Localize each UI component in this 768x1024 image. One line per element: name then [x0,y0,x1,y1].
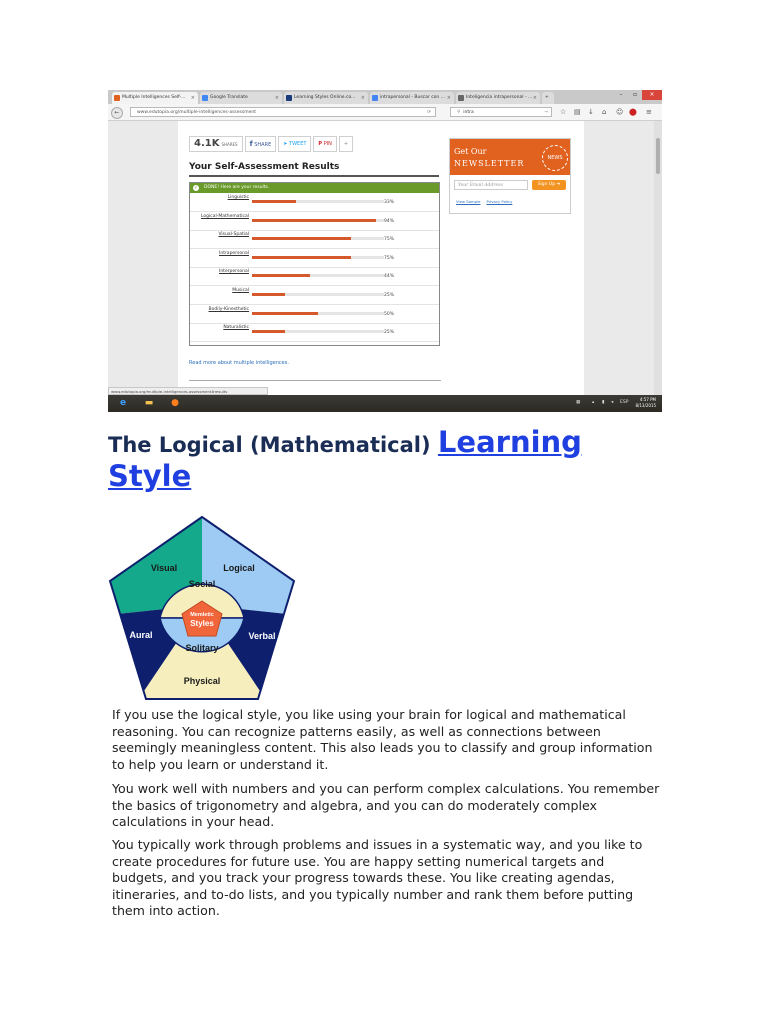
result-row [190,230,439,249]
bar-track [252,237,384,240]
result-row [190,193,439,212]
language-indicator[interactable]: ESP [620,400,629,405]
twitter-bird-icon: ➤ [283,141,288,147]
close-window-icon[interactable]: × [642,90,662,100]
network-icon[interactable]: ▮ [602,400,605,405]
value-label: 25% [384,330,395,336]
value-label: 94% [384,218,395,224]
google-favicon-icon [202,95,208,101]
close-tab-icon[interactable]: × [446,95,451,101]
learning-style-link[interactable]: Learning Style [108,425,582,493]
bar [252,256,351,259]
visual-label: Visual [150,563,178,573]
close-tab-icon[interactable]: × [190,95,195,101]
paragraph-logical-style: If you use the logical style, you like using your brain for logical and mathematical reasoning. You can recognize patterns easily, as well as connections between seemingly meaningless content. This also leads you to classify and group information to help you learn or understand it. [112,707,653,772]
download-icon[interactable]: ↓ [588,108,594,116]
tab-learning-styles[interactable] [284,92,368,104]
clock-date: 8/13/2015 [635,403,656,408]
search-value: intra [463,110,474,115]
category-label[interactable]: Interpersonal [219,269,249,275]
facebook-share-label: SHARE [254,142,272,148]
tab-bar [108,90,662,104]
bar-track [252,312,384,315]
result-row [190,267,439,286]
close-tab-icon[interactable]: × [360,95,365,101]
minimize-icon[interactable]: – [619,91,623,98]
bar [252,274,310,277]
newsletter-header [450,139,570,175]
search-icon: ⚲ [457,110,461,115]
solitary-label: Solitary [185,643,219,653]
bar-track [252,330,384,333]
results-panel [189,182,440,346]
result-row [190,323,439,342]
tab-multiple-intelligences[interactable] [112,92,198,104]
category-label[interactable]: Bodily-Kinesthetic [208,306,249,312]
results-bar-chart [190,193,439,343]
result-row [190,212,439,231]
search-box[interactable] [450,107,552,117]
category-label[interactable]: Musical [232,288,249,293]
paragraph-procedures: You typically work through problems and issues in a systematic way, and you like to create procedures for future use. You are happy setting numerical targets and budgets, and you track your progress towards these. You like creating agendas, itineraries, and to-do lists, and you typically number and rank them before putting them into action. [112,837,643,919]
keyboard-icon[interactable]: ▦ [576,400,581,405]
tray-expand-icon[interactable]: ▴ [592,400,595,405]
url-text: www.edutopia.org/multiple-intelligences-assessment [137,110,256,115]
category-label[interactable]: Naturalistic [223,325,249,331]
close-tab-icon[interactable]: × [274,95,279,101]
facebook-icon: f [249,140,253,148]
logical-label: Logical [223,563,255,573]
new-tab-button[interactable]: + [542,92,554,104]
status-url: www.edutopia.org/multiple-intelligences-assessment#results [108,387,268,395]
firefox-icon[interactable]: ● [171,398,179,408]
value-label: 25% [384,293,395,298]
bar-track [252,256,384,259]
assessment-title: Your Self-Assessment Results [189,162,340,172]
learning-styles-favicon-icon [286,95,292,101]
social-label: Social [188,579,216,589]
tab-intrapersonal-search[interactable] [370,92,454,104]
read-more-divider [189,380,441,381]
tab-inteligencia-intrapersonal[interactable] [456,92,540,104]
menu-icon[interactable]: ≡ [646,108,652,116]
address-bar[interactable] [130,107,436,117]
bar [252,237,351,240]
category-label[interactable]: Visual-Spatial [218,232,249,238]
newsletter-links [456,199,518,204]
newsletter-line2: NEWSLETTER [454,159,525,168]
bar [252,312,318,315]
close-tab-icon[interactable]: × [532,95,537,101]
bar-track [252,219,384,222]
share-count-value: 4.1K [194,138,220,149]
bar [252,200,296,203]
newsletter-line1: Get Our [454,147,487,156]
category-label[interactable]: Linguistic [227,195,249,200]
bar [252,293,285,296]
value-label: 75% [384,255,395,261]
value-label: 33% [384,200,395,205]
bar [252,219,376,222]
twitter-share-button[interactable] [278,136,311,152]
bar [252,330,285,333]
tab-label: Inteligencia intrapersonal - ... [466,95,533,100]
clock-time: 4:57 PM [639,397,656,402]
view-sample-link[interactable]: View Sample [456,199,481,204]
adblock-icon[interactable]: ⬤ [629,108,637,116]
share-bar [189,136,353,152]
value-label: 75% [384,237,395,243]
edutopia-favicon-icon [114,95,120,101]
taskbar-clock[interactable] [635,397,656,409]
arrow-circle-icon: ➜ [556,182,561,187]
value-label: 44% [384,274,395,280]
newsletter-email-input[interactable]: Your Email Address [454,180,528,190]
result-row [190,286,439,305]
scrollbar-thumb[interactable] [656,138,660,174]
tab-label: intrapersonal - Buscar con ... [380,95,445,100]
results-banner-text: DONE! Here are your results. [204,185,270,190]
maximize-icon[interactable]: ▫ [632,91,638,98]
reload-icon[interactable]: ⟳ [427,110,431,115]
checkmark-icon: ✓ [193,185,199,191]
navigation-bar [108,104,662,121]
back-arrow-icon[interactable]: ← [111,107,123,119]
verbal-label: Verbal [248,631,276,641]
memletic-label: Memletic [190,612,214,618]
bar-track [252,200,384,203]
newsletter-signup-button[interactable] [532,180,566,190]
star-icon[interactable]: ☆ [560,108,567,116]
windows-taskbar [108,395,662,412]
facebook-share-button[interactable] [245,136,277,152]
search-go-icon[interactable]: → [544,110,548,115]
privacy-policy-link[interactable]: Privacy Policy [486,199,513,204]
heading-text: The Logical (Mathematical) [108,433,438,457]
bar-track [252,274,384,277]
pinterest-icon: P [318,141,323,147]
read-more-link[interactable]: Read more about multiple intelligences. [189,360,289,366]
page-favicon-icon [458,95,464,101]
signup-label: Sign Up [537,182,556,187]
memletic-styles-diagram [108,515,296,700]
value-label: 50% [384,311,395,317]
title-divider [189,175,439,177]
result-row [190,249,439,268]
section-heading [108,425,668,493]
clipboard-icon[interactable]: ▤ [574,108,581,116]
browser-screenshot [108,90,662,412]
physical-label: Physical [183,676,221,686]
twitter-share-label: TWEET [289,141,307,147]
volume-icon[interactable]: ◂ [611,400,614,405]
paragraph-numbers: You work well with numbers and you can perform complex calculations. You remember the basics of trigonometry and algebra, and you can do moderately complex calculations in your head. [112,781,660,830]
share-count [189,136,243,152]
share-count-label: SHARES [221,142,238,147]
category-label[interactable]: Intrapersonal [219,250,249,256]
chat-icon[interactable]: ☺ [616,108,624,116]
tab-label: Learning Styles Online.co... [294,95,356,100]
home-icon[interactable]: ⌂ [602,108,607,116]
file-explorer-icon[interactable]: ▬ [144,398,154,408]
pinterest-share-button[interactable] [313,136,337,152]
aural-label: Aural [129,630,153,640]
news-stamp-icon: NEWS [542,145,568,171]
pinterest-share-label: PIN [323,141,332,147]
category-label[interactable]: Logical-Mathematical [200,213,249,219]
bar-track [252,293,384,296]
internet-explorer-icon[interactable]: e [119,398,127,408]
results-banner [190,183,439,193]
tab-google-translate[interactable] [200,92,282,104]
more-share-button[interactable]: + [339,136,353,152]
styles-label: Styles [190,619,214,628]
result-row [190,305,439,324]
tab-label: Multiple Intelligences Self-... [122,95,186,100]
tab-label: Google Translate [210,95,248,100]
google-favicon-icon [372,95,378,101]
newsletter-widget [449,138,571,214]
